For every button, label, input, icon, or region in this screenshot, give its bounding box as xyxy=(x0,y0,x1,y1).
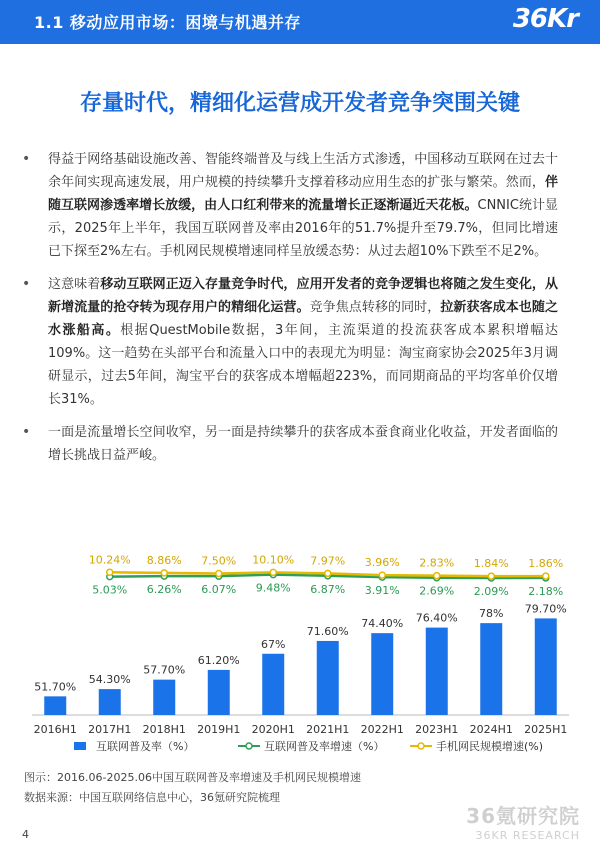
bullet-text: CNNIC统计显示，2025年上半年，我国互联网普及率由2016年的51.7%提升至79.7%，但同比增速已下探至2%左右。手机网民规模增速同样呈放缓态势：从过去超10%下跌至不足2%。 xyxy=(48,198,558,259)
line-data-label: 3.96% xyxy=(364,556,400,570)
line-data-label: 2.83% xyxy=(419,556,455,570)
series-point xyxy=(488,573,494,579)
section-header-bar xyxy=(0,0,600,44)
source-caption: 数据来源：中国互联网络信息中心，36氪研究院梳理 xyxy=(24,791,280,804)
bullet-text: 根据QuestMobile数据，3年间，主流渠道的投流获客成本累积增幅达109%。这一趋势在头部平台和流量入口中的表现尤为明显：淘宝商家协会2025年3月调研显示，过去5年间，淘宝平台的获客成本增幅超223%，而同期商品的平均客单价仅增长31%。 xyxy=(48,323,558,407)
x-tick-label: 2022H1 xyxy=(360,723,404,736)
page-number: 4 xyxy=(22,828,29,841)
series-point xyxy=(379,572,385,578)
page-headline: 存量时代，精细化运营成开发者竞争突围关键 xyxy=(79,91,520,116)
bar xyxy=(371,633,393,715)
bullet-marker: • xyxy=(22,276,31,292)
bullet-marker: • xyxy=(22,424,31,440)
series-point xyxy=(216,571,222,577)
bar xyxy=(44,696,66,715)
bar-data-label: 74.40% xyxy=(361,617,404,631)
x-tick-label: 2020H1 xyxy=(251,723,295,736)
bar-data-label: 54.30% xyxy=(88,673,131,687)
x-tick-label: 2016H1 xyxy=(33,723,77,736)
bar xyxy=(99,689,121,715)
line-data-label: 7.97% xyxy=(310,554,346,568)
x-tick-label: 2019H1 xyxy=(197,723,241,736)
legend-marker xyxy=(246,743,252,749)
line-data-label: 10.24% xyxy=(88,553,131,567)
watermark-english: 36KR RESEARCH xyxy=(475,829,580,842)
x-tick-label: 2023H1 xyxy=(415,723,459,736)
brand-logo: 36Kr xyxy=(512,4,578,34)
combo-chart xyxy=(14,540,584,765)
legend-label: 手机网民规模增速(%) xyxy=(436,740,544,753)
bullet-text: 一面是流量增长空间收窄，另一面是持续攀升的获客成本蚕食商业化收益，开发者面临的增长挑战日益严峻。 xyxy=(48,425,558,463)
bullet-marker: • xyxy=(22,151,31,167)
bullet-item xyxy=(22,421,558,467)
bar xyxy=(262,654,284,715)
bar-data-label: 79.70% xyxy=(524,602,567,616)
bar-data-label: 57.70% xyxy=(143,663,186,677)
line-data-label: 1.84% xyxy=(473,557,509,571)
legend-swatch xyxy=(74,742,86,750)
watermark xyxy=(466,800,580,842)
line-data-label: 6.87% xyxy=(310,582,346,596)
bar-data-label: 51.70% xyxy=(34,680,77,694)
bar xyxy=(480,623,502,715)
bar xyxy=(153,680,175,715)
figure-caption: 图示：2016.06-2025.06中国互联网普及率增速及手机网民规模增速 xyxy=(24,771,361,784)
x-tick-label: 2024H1 xyxy=(469,723,513,736)
line-data-label: 3.91% xyxy=(364,584,400,598)
line-data-label: 9.48% xyxy=(255,581,291,595)
legend-label: 互联网普及率（%） xyxy=(96,740,195,753)
line-data-label: 8.86% xyxy=(146,553,182,567)
line-data-label: 2.18% xyxy=(528,584,564,598)
x-tick-label: 2017H1 xyxy=(88,723,132,736)
bar-data-label: 76.40% xyxy=(415,611,458,625)
line-data-label: 7.50% xyxy=(201,554,237,568)
bar xyxy=(426,628,448,715)
bar-data-label: 61.20% xyxy=(197,653,240,667)
x-tick-label: 2021H1 xyxy=(306,723,350,736)
bullet-emphasis: 伴随互联网渗透率增长放缓，由人口红利带来的流量增长正逐渐逼近天花板。 xyxy=(48,175,558,213)
series-point xyxy=(107,569,113,575)
x-tick-label: 2025H1 xyxy=(524,723,568,736)
bar-data-label: 78% xyxy=(479,607,504,621)
legend-label: 互联网普及率增速（%） xyxy=(264,740,385,753)
bar xyxy=(208,670,230,715)
bullet-item xyxy=(22,148,558,263)
bar-data-label: 67% xyxy=(261,637,286,651)
line-data-label: 2.09% xyxy=(473,584,509,598)
bullet-list xyxy=(22,148,558,477)
line-data-label: 5.03% xyxy=(92,583,128,597)
bar-data-label: 71.60% xyxy=(306,624,349,638)
watermark-brand: 36氪研究院 xyxy=(466,804,580,828)
series-point xyxy=(543,573,549,579)
series-point xyxy=(270,569,276,575)
legend-marker xyxy=(418,743,424,749)
line-data-label: 2.69% xyxy=(419,584,455,598)
series-point xyxy=(325,570,331,576)
line-data-label: 10.10% xyxy=(252,553,295,567)
bullet-emphasis: 拉新获客成本也随之水涨船高。 xyxy=(48,300,558,338)
bullet-text: 竞争焦点转移的同时， xyxy=(309,300,441,315)
bullet-item xyxy=(22,273,558,411)
bullet-text: 得益于网络基础设施改善、智能终端普及与线上生活方式渗透，中国移动互联网在过去十余年间实现高速发展，用户规模的持续攀升支撑着移动应用生态的扩张与繁荣。然而， xyxy=(48,152,558,190)
bullet-emphasis: 移动互联网正迈入存量竞争时代，应用开发者的竞争逻辑也将随之发生变化，从新增流量的抢夺转为现存用户的精细化运营。 xyxy=(48,277,558,315)
bar xyxy=(317,641,339,715)
bullet-text: 这意味着 xyxy=(48,277,101,292)
x-tick-label: 2018H1 xyxy=(142,723,186,736)
series-point xyxy=(161,570,167,576)
line-data-label: 6.07% xyxy=(201,583,237,597)
section-title: 1.1 移动应用市场：困境与机遇并存 xyxy=(34,13,301,32)
line-data-label: 1.86% xyxy=(528,557,564,571)
bar xyxy=(535,618,557,715)
series-point xyxy=(434,573,440,579)
line-data-label: 6.26% xyxy=(146,583,182,597)
